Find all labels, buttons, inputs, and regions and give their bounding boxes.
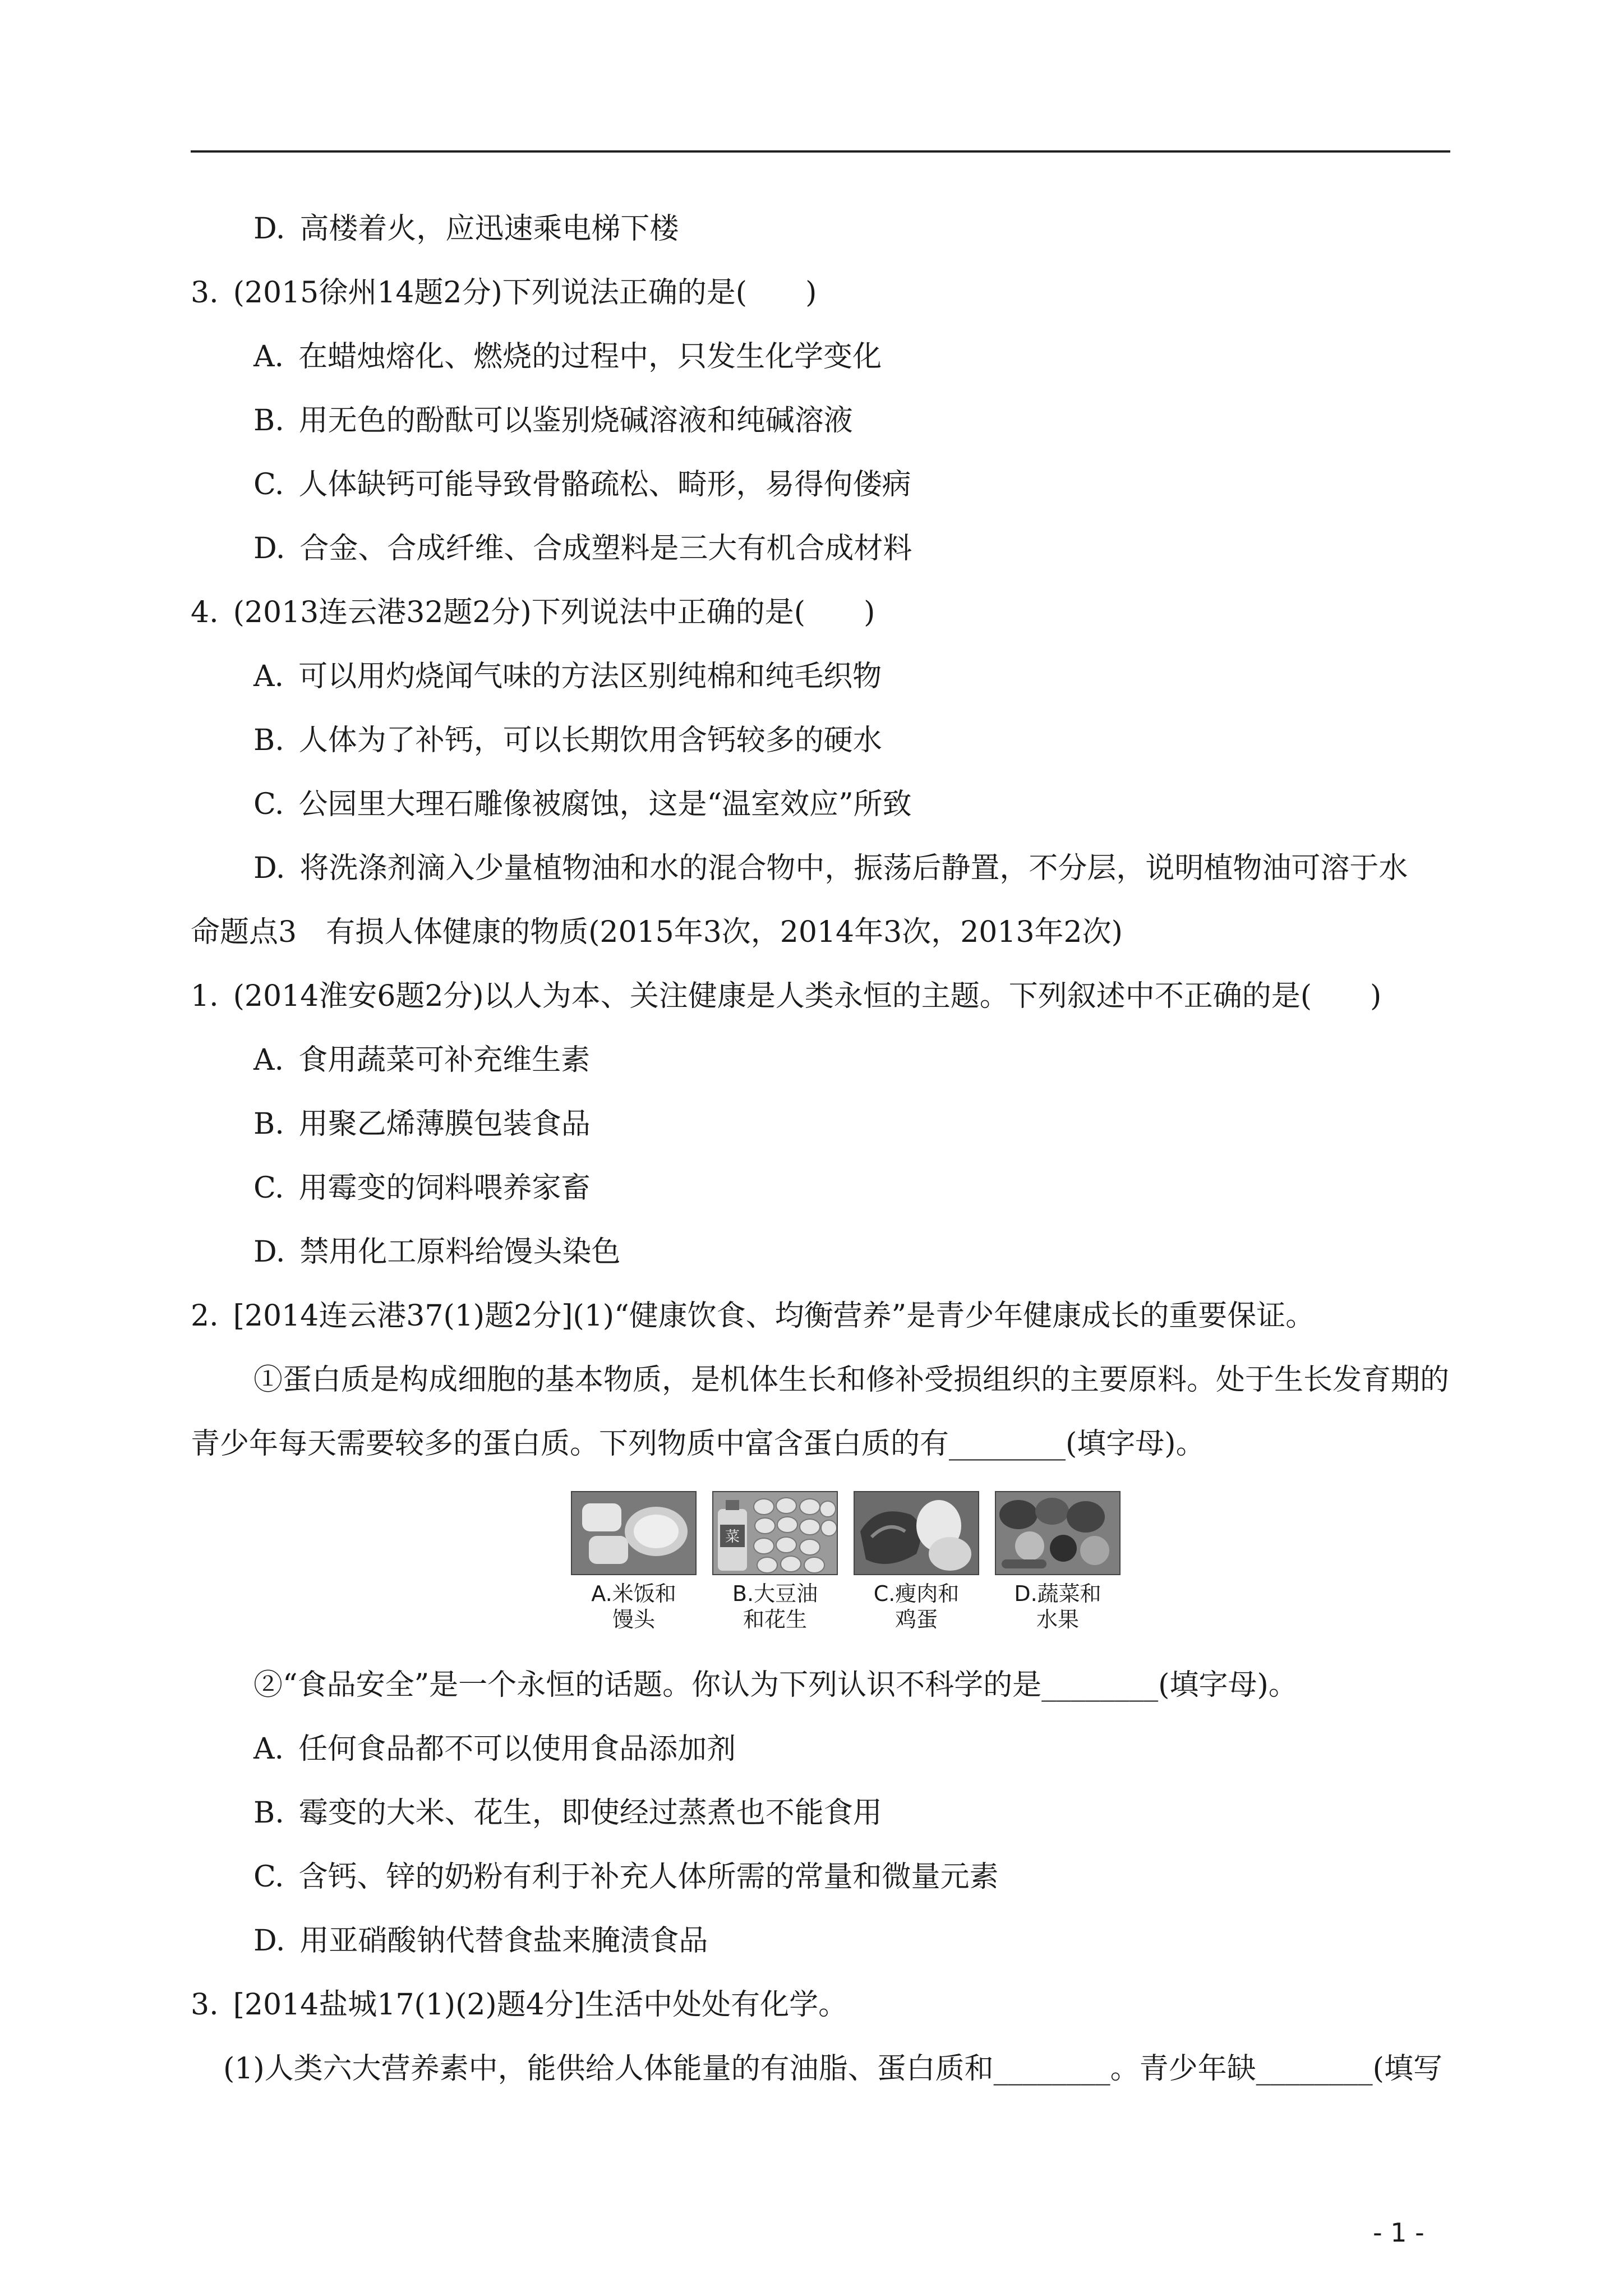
option-b-q3: B. 用无色的酚酞可以鉴别烧碱溶液和纯碱溶液: [253, 404, 853, 438]
section3-question-1: 1. (2014淮安6题2分)以人为本、关注健康是人类永恒的主题。下列叙述中不正确的是( ): [191, 979, 1382, 1013]
option-c-sub2: C. 含钙、锌的奶粉有利于补充人体所需的常量和微量元素: [253, 1860, 999, 1894]
caption-c-line2: 鸡蛋: [895, 1607, 938, 1632]
option-d-s3q1: D. 禁用化工原料给馒头染色: [253, 1235, 621, 1269]
option-c-q4: C. 公园里大理石雕像被腐蚀，这是“温室效应”所致: [253, 788, 912, 821]
oil-peanut-photo: [712, 1491, 838, 1575]
section3-question-2: 2. [2014连云港37(1)题2分](1)“健康饮食、均衡营养”是青少年健康成长的重要保证。: [191, 1299, 1315, 1333]
option-c-s3q1: C. 用霉变的饲料喂养家畜: [253, 1171, 591, 1205]
vegetable-fruit-photo: [995, 1491, 1121, 1575]
question-3: 3. (2015徐州14题2分)下列说法正确的是( ): [191, 276, 817, 310]
caption-d-line1: D.蔬菜和: [1014, 1581, 1101, 1606]
bottle-label: 菜: [725, 1529, 740, 1545]
caption-d-line2: 水果: [1036, 1607, 1079, 1632]
food-figure: [571, 1491, 1126, 1654]
option-d-q3: D. 合金、合成纤维、合成塑料是三大有机合成材料: [253, 532, 912, 565]
header-rule: [191, 150, 1450, 153]
caption-c-line1: C.瘦肉和: [873, 1581, 960, 1606]
question-3-part-1: (1)人类六大营养素中，能供给人体能量的有油脂、蛋白质和________。青少年缺________(填写: [223, 2052, 1442, 2086]
option-d-q4: D. 将洗涤剂滴入少量植物油和水的混合物中，振荡后静置，不分层，说明植物油可溶于水: [253, 852, 1408, 885]
option-c-q3: C. 人体缺钙可能导致骨骼疏松、畸形，易得佝偻病: [253, 468, 911, 501]
section-heading: 命题点3 有损人体健康的物质(2015年3次，2014年3次，2013年2次): [191, 915, 1123, 949]
caption-b: [712, 1581, 838, 1632]
option-b-s3q1: B. 用聚乙烯薄膜包装食品: [253, 1107, 591, 1141]
option-a-s3q1: A. 食用蔬菜可补充维生素: [253, 1043, 591, 1077]
option-b-q4: B. 人体为了补钙，可以长期饮用含钙较多的硬水: [253, 724, 882, 757]
page-number: - 1 -: [1373, 2217, 1424, 2248]
caption-a-line2: 馒头: [612, 1607, 655, 1632]
caption-b-line2: 和花生: [743, 1607, 807, 1632]
sub-question-1-line1: ①蛋白质是构成细胞的基本物质，是机体生长和修补受损组织的主要原料。处于生长发育期的: [253, 1363, 1450, 1397]
option-a-sub2: A. 任何食品都不可以使用食品添加剂: [253, 1732, 736, 1766]
rice-bun-photo: [571, 1491, 697, 1575]
question-4: 4. (2013连云港32题2分)下列说法中正确的是( ): [191, 596, 875, 629]
caption-c: [854, 1581, 979, 1632]
caption-a: [571, 1581, 697, 1632]
option-b-sub2: B. 霉变的大米、花生，即使经过蒸煮也不能食用: [253, 1796, 882, 1830]
sub-question-2: ②“食品安全”是一个永恒的话题。你认为下列认识不科学的是________(填字母)。: [253, 1668, 1298, 1702]
option-d-sub2: D. 用亚硝酸钠代替食盐来腌渍食品: [253, 1924, 708, 1958]
option-a-q4: A. 可以用灼烧闻气味的方法区别纯棉和纯毛织物: [253, 660, 882, 693]
meat-egg-photo: [854, 1491, 979, 1575]
option-d-q2: D. 高楼着火，应迅速乘电梯下楼: [253, 212, 679, 246]
sub-question-1-line2: 青少年每天需要较多的蛋白质。下列物质中富含蛋白质的有________(填字母)。: [191, 1427, 1205, 1461]
caption-a-line1: A.米饭和: [591, 1581, 676, 1606]
caption-b-line1: B.大豆油: [732, 1581, 818, 1606]
caption-d: [995, 1581, 1121, 1632]
section3-question-3: 3. [2014盐城17(1)(2)题4分]生活中处处有化学。: [191, 1988, 848, 2022]
option-a-q3: A. 在蜡烛熔化、燃烧的过程中，只发生化学变化: [253, 340, 882, 374]
